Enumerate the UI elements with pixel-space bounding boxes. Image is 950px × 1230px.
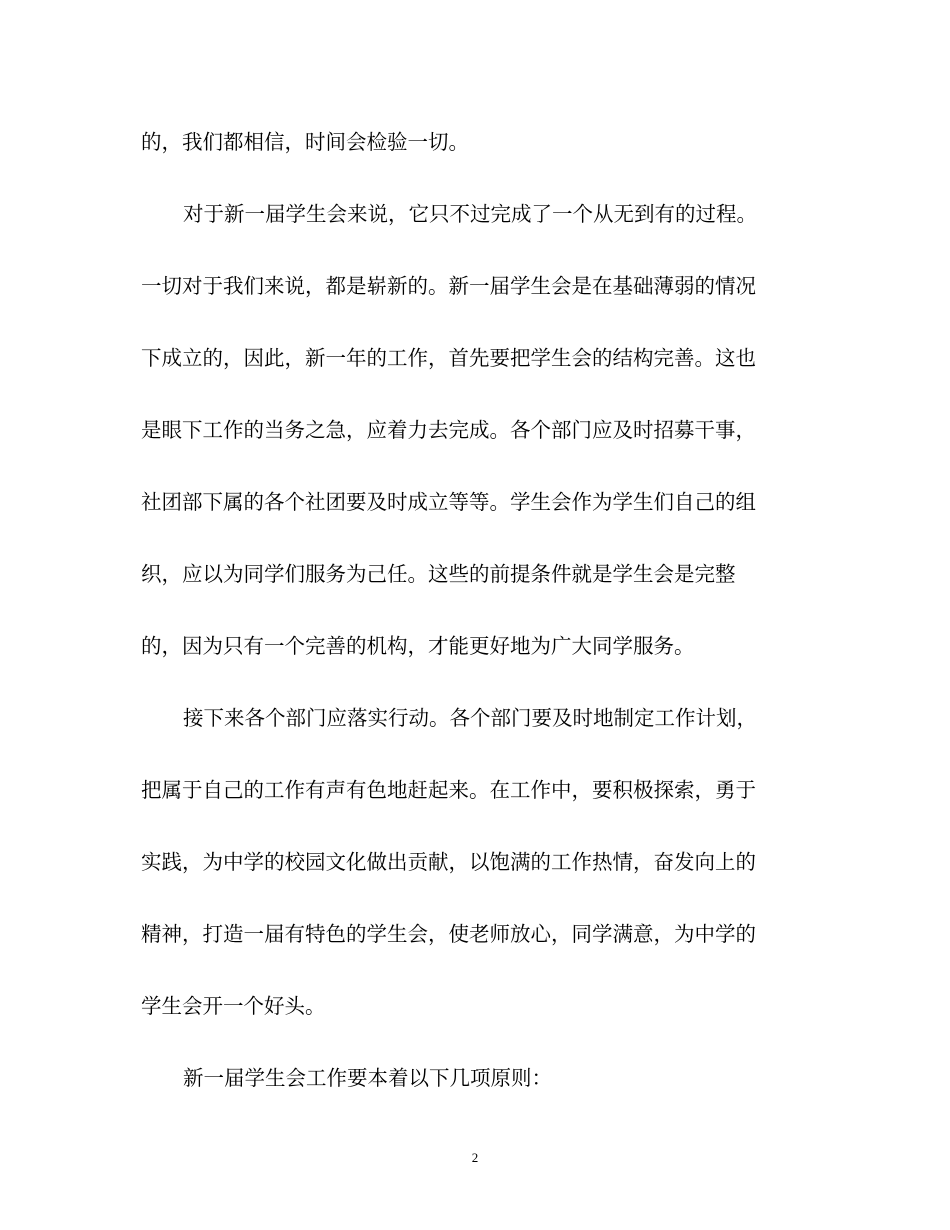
text-line: 的，因为只有一个完善的机构，才能更好地为广大同学服务。 [141, 634, 695, 658]
text-line: 一切对于我们来说，都是崭新的。新一届学生会是在基础薄弱的情况 [141, 274, 756, 298]
paragraph-first-line: 对于新一届学生会来说，它只不过完成了一个从无到有的过程。 [183, 202, 757, 226]
body-text [141, 122, 801, 1130]
text-line: 实践，为中学的校园文化做出贡献，以饱满的工作热情，奋发向上的 [141, 850, 756, 874]
text-line: 的，我们都相信，时间会检验一切。 [141, 130, 469, 154]
text-line: 精神，打造一届有特色的学生会，使老师放心，同学满意，为中学的 [141, 922, 756, 946]
text-line: 社团部下属的各个社团要及时成立等等。学生会作为学生们自己的组 [141, 490, 756, 514]
text-line: 把属于自己的工作有声有色地赶起来。在工作中，要积极探索，勇于 [141, 778, 756, 802]
paragraph-first-line: 接下来各个部门应落实行动。各个部门要及时地制定工作计划， [183, 706, 757, 730]
page-number: 2 [471, 1150, 479, 1165]
text-line: 织，应以为同学们服务为己任。这些的前提条件就是学生会是完整 [141, 562, 736, 586]
text-line: 是眼下工作的当务之急，应着力去完成。各个部门应及时招募干事， [141, 418, 756, 442]
text-line: 下成立的，因此，新一年的工作，首先要把学生会的结构完善。这也 [141, 346, 756, 370]
text-line: 学生会开一个好头。 [141, 994, 326, 1018]
paragraph-first-line: 新一届学生会工作要本着以下几项原则： [183, 1066, 552, 1090]
